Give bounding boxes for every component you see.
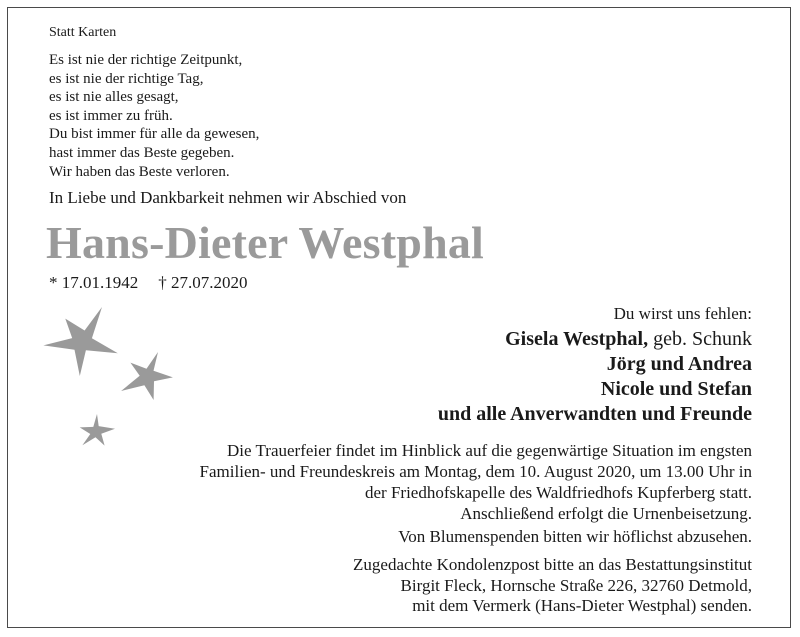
poem-line: es ist nie alles gesagt, <box>49 89 179 106</box>
condolence-info <box>353 555 752 617</box>
deceased-name: Hans-Dieter Westphal <box>46 217 485 268</box>
poem-line: Du bist immer für alle da gewesen, <box>49 126 260 143</box>
condolence-line: Zugedachte Kondolenzpost bitte an das Bestattungsinstitut <box>353 555 752 574</box>
death-date: † 27.07.2020 <box>158 273 248 292</box>
spouse-maiden-name: geb. Schunk <box>653 328 752 350</box>
poem-line: es ist nie der richtige Tag, <box>49 70 204 87</box>
ceremony-line: Die Trauerfeier findet im Hinblick auf die gegenwärtige Situation im engsten <box>227 441 752 460</box>
mourner-line <box>438 327 752 352</box>
poem-line: es ist immer zu früh. <box>49 107 173 124</box>
condolence-line: Birgit Fleck, Hornsche Straße 226, 32760 Detmold, <box>400 575 752 595</box>
poem-line: hast immer das Beste gegeben. <box>49 144 235 161</box>
ceremony-line: Anschließend erfolgt die Urnenbeisetzung. <box>460 504 752 523</box>
farewell-intro: In Liebe und Dankbarkeit nehmen wir Abschied von <box>49 188 407 207</box>
notice-header: Statt Karten <box>49 25 117 40</box>
star-icon <box>121 352 173 400</box>
flowers-note: Von Blumenspenden bitten wir höflichst abzusehen. <box>398 527 752 546</box>
star-icon <box>43 307 117 376</box>
mourner-line: Nicole und Stefan <box>600 378 752 400</box>
spouse-name: Gisela Westphal, <box>505 328 649 350</box>
condolence-line: mit dem Vermerk (Hans-Dieter Westphal) senden. <box>412 596 752 615</box>
ceremony-line: Familien- und Freundeskreis am Montag, dem 10. August 2020, um 13.00 Uhr in <box>199 462 752 481</box>
mourners-list <box>438 327 752 427</box>
ceremony-info <box>200 440 752 524</box>
mourners-heading: Du wirst uns fehlen: <box>613 304 752 323</box>
mourner-line: und alle Anverwandten und Freunde <box>437 403 752 425</box>
ceremony-line: der Friedhofskapelle des Waldfriedhofs Kupferberg statt. <box>365 483 752 502</box>
poem-line: Wir haben das Beste verloren. <box>49 163 230 180</box>
mourner-line: Jörg und Andrea <box>606 353 752 375</box>
birth-date: * 17.01.1942 <box>49 273 139 292</box>
poem-line: Es ist nie der richtige Zeitpunkt, <box>49 52 243 68</box>
star-icon <box>80 414 115 446</box>
